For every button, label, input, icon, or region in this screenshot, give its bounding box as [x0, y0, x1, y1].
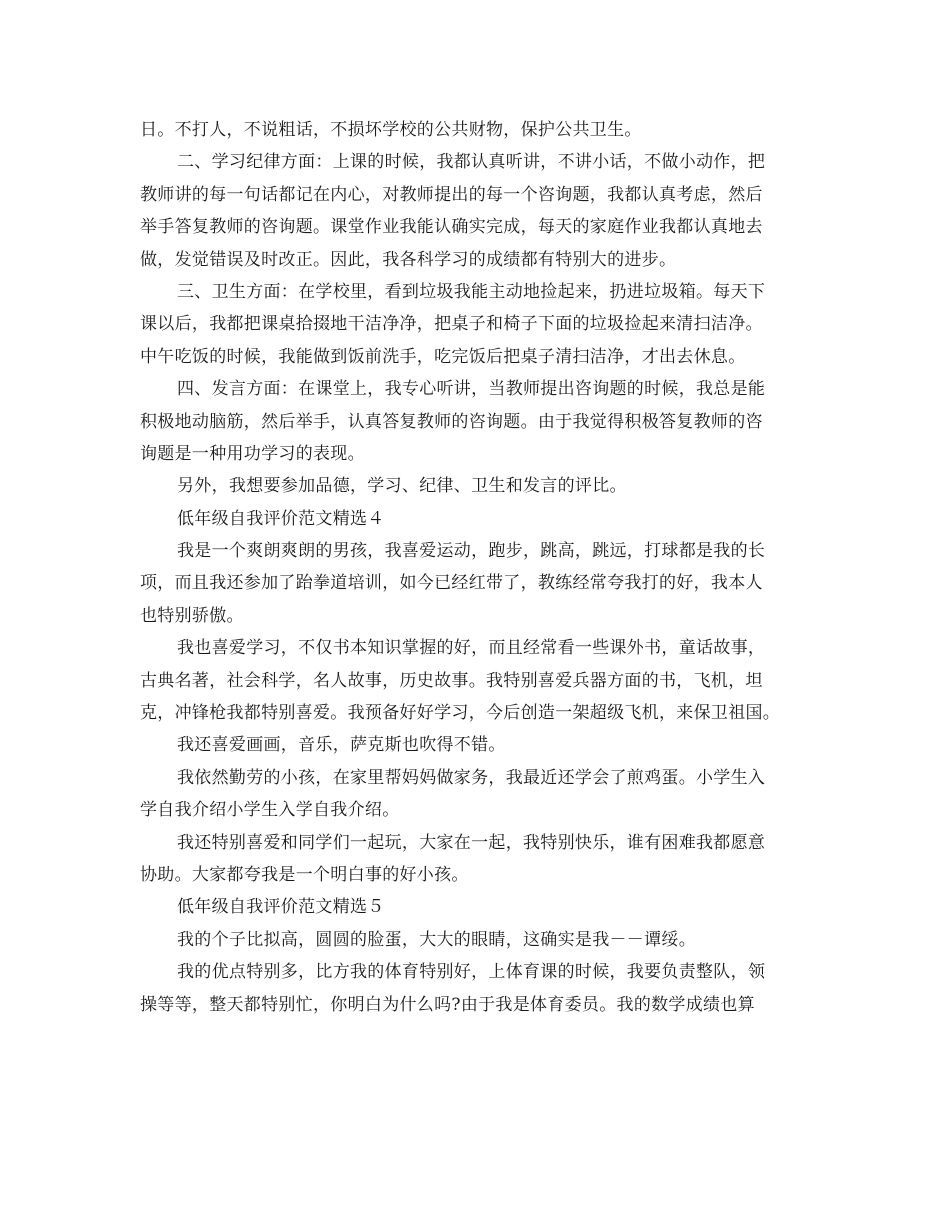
- text-line: 项，而且我还参加了跆拳道培训，如今已经红带了，教练经常夸我打的好，我本人: [140, 573, 763, 594]
- text-line: 我的个子比拟高，圆圆的脸蛋，大大的眼睛，这确实是我－－谭绥。: [177, 929, 696, 950]
- text-line: 我也喜爱学习，不仅书本知识掌握的好，而且经常看一些课外书，童话故事，: [177, 638, 766, 659]
- text-line: 协助。大家都夸我是一个明白事的好小孩。: [140, 864, 469, 885]
- text-line: 我的优点特别多，比方我的体育特别好，上体育课的时候，我要负责整队，领: [177, 962, 766, 983]
- text-line: 四、发言方面：在课堂上，我专心听讲，当教师提出咨询题的时候，我总是能: [177, 379, 766, 400]
- text-line: 另外，我想要参加品德，学习、纪律、卫生和发言的评比。: [177, 476, 627, 497]
- text-line: 我是一个爽朗爽朗的男孩，我喜爱运动，跑步，跳高，跳远，打球都是我的长: [177, 541, 766, 562]
- text-line: 三、卫生方面：在学校里，看到垃圾我能主动地捡起来，扔进垃圾箱。每天下: [177, 281, 766, 302]
- text-line: 古典名著，社会科学，名人故事，历史故事。我特别喜爱兵器方面的书，飞机，坦: [140, 670, 763, 691]
- document-body: [140, 114, 820, 1021]
- text-line: 做，发觉错误及时改正。因此，我各科学习的成绩都有特别大的进步。: [140, 249, 677, 270]
- text-line: 询题是一种用功学习的表现。: [140, 443, 365, 464]
- text-line: 积极地动脑筋，然后举手，认真答复教师的咨询题。由于我觉得积极答复教师的咨: [140, 411, 763, 432]
- text-line: 低年级自我评价范文精选４: [177, 508, 385, 529]
- text-line: 也特别骄傲。: [140, 605, 244, 626]
- text-line: 课以后，我都把课桌拾掇地干洁净净，把桌子和椅子下面的垃圾捡起来清扫洁净。: [140, 314, 763, 335]
- text-line: 学自我介绍小学生入学自我介绍。: [140, 800, 400, 821]
- text-line: 我依然勤劳的小孩，在家里帮妈妈做家务，我最近还学会了煎鸡蛋。小学生入: [177, 767, 766, 788]
- text-line: 日。不打人，不说粗话，不损坏学校的公共财物，保护公共卫生。: [140, 120, 642, 140]
- text-line: 举手答复教师的咨询题。课堂作业我能认确实完成，每天的家庭作业我都认真地去: [140, 217, 763, 238]
- text-line: 教师讲的每一句话都记在内心，对教师提出的每一个咨询题，我都认真考虑，然后: [140, 184, 763, 205]
- text-line: 低年级自我评价范文精选５: [177, 897, 385, 918]
- text-line: 操等等，整天都特别忙，你明白为什么吗?由于我是体育委员。我的数学成绩也算: [140, 994, 755, 1015]
- text-line: 克，冲锋枪我都特别喜爱。我预备好好学习，今后创造一架超级飞机，来保卫祖国。: [140, 703, 781, 724]
- text-line: 二、学习纪律方面：上课的时候，我都认真听讲，不讲小话，不做小动作，把: [177, 152, 766, 173]
- text-line: 中午吃饭的时候，我能做到饭前洗手，吃完饭后把桌子清扫洁净，才出去休息。: [140, 346, 746, 367]
- text-line: 我还喜爱画画，音乐，萨克斯也吹得不错。: [177, 735, 506, 756]
- text-line: 我还特别喜爱和同学们一起玩，大家在一起，我特别快乐，谁有困难我都愿意: [177, 832, 766, 853]
